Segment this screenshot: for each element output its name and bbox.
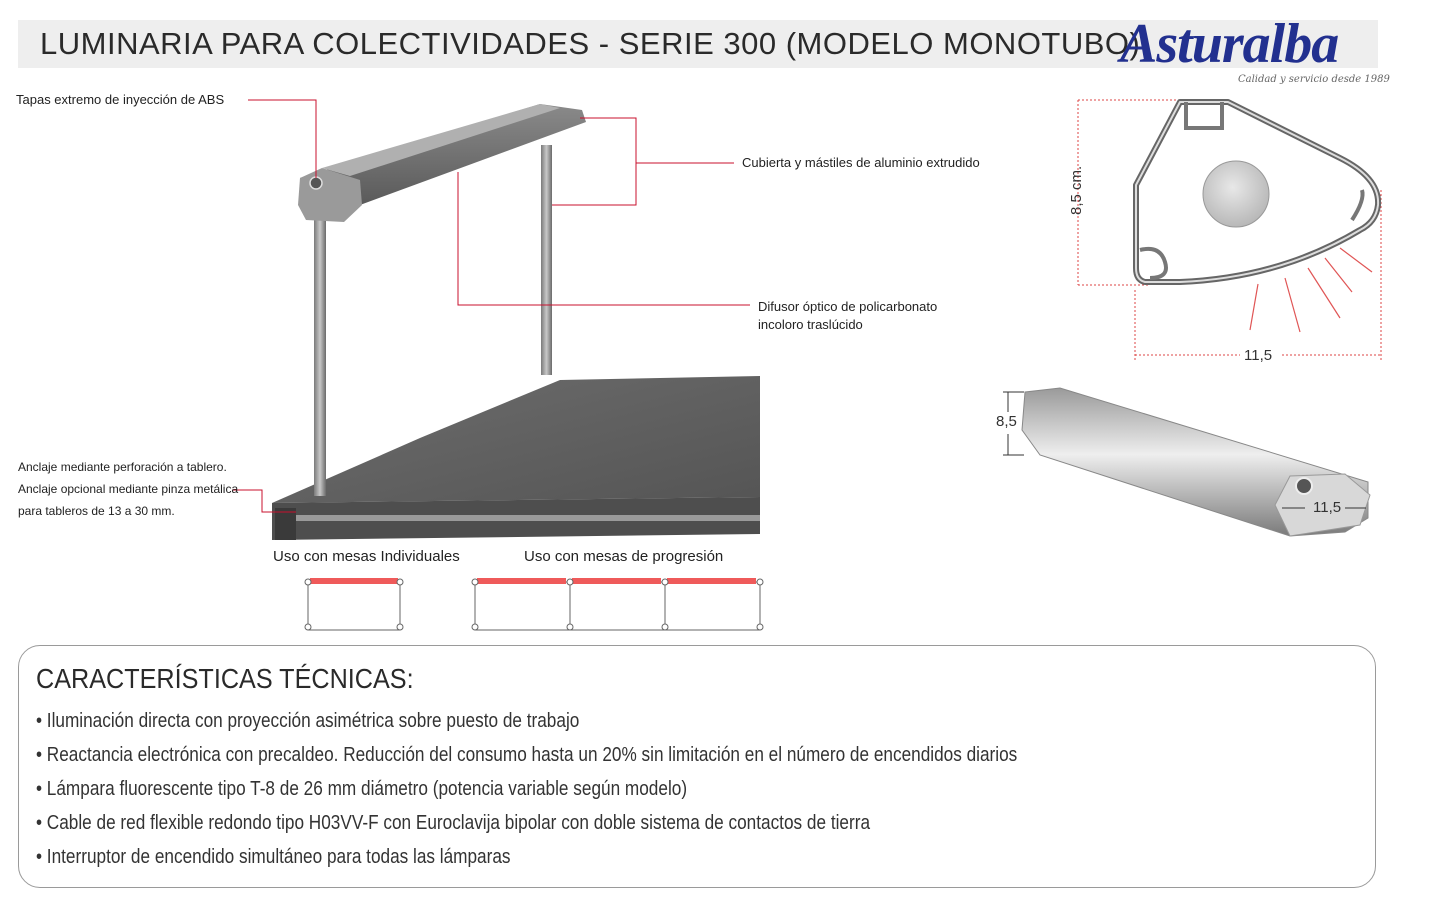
spec-item: • Lámpara fluorescente tipo T-8 de 26 mm diámetro (potencia variable según modelo): [36, 778, 688, 800]
usage-individual-label: Uso con mesas Individuales: [273, 548, 460, 565]
callout-end-caps: Tapas extremo de inyección de ABS: [16, 92, 225, 107]
spec-item: • Cable de red flexible redondo tipo H03VV-F con Euroclavija bipolar con doble sistema de contactos de tierra: [36, 812, 871, 834]
profile-cross-section: [1078, 100, 1381, 360]
desk: [272, 376, 760, 540]
spec-item: • Interruptor de encendido simultáneo para todas las lámparas: [36, 846, 511, 868]
callout-diffuser-line2: incoloro traslúcido: [758, 317, 863, 332]
callout-cover-masts: Cubierta y mástiles de aluminio extrudido: [742, 155, 980, 170]
brand-tagline: Calidad y servicio desde 1989: [1238, 74, 1390, 85]
profile-width-dimension: 11,5: [1244, 347, 1273, 364]
tube-height-dimension: 8,5: [996, 413, 1017, 430]
spec-item: • Reactancia electrónica con precaldeo. Reducción del consumo hasta un 20% sin limitación en el número de encendidos diarios: [36, 744, 1018, 766]
spec-item: • Iluminación directa con proyección asimétrica sobre puesto de trabajo: [36, 710, 580, 732]
lamp-bar: [310, 578, 398, 584]
page-title: LUMINARIA PARA COLECTIVIDADES - SERIE 300 (MODELO MONOTUBO): [40, 26, 1141, 61]
tube-width-dimension: 11,5: [1313, 499, 1342, 516]
callout-anchor-line3: para tableros de 13 a 30 mm.: [18, 504, 175, 518]
callout-diffuser-line1: Difusor óptico de policarbonato: [758, 299, 938, 314]
usage-progression-diagram: [472, 578, 763, 630]
usage-progression-label: Uso con mesas de progresión: [524, 548, 724, 565]
usage-individual-diagram: [305, 578, 403, 630]
mast-left: [314, 210, 326, 496]
callout-anchor-line2: Anclaje opcional mediante pinza metálica: [18, 482, 239, 496]
callout-anchor-line1: Anclaje mediante perforación a tablero.: [18, 460, 227, 474]
specs-title: CARACTERÍSTICAS TÉCNICAS:: [36, 663, 414, 694]
brand-logo: Asturalba: [1120, 13, 1339, 75]
mast-right: [541, 145, 552, 375]
profile-height-dimension: 8,5 cm.: [1068, 165, 1085, 215]
